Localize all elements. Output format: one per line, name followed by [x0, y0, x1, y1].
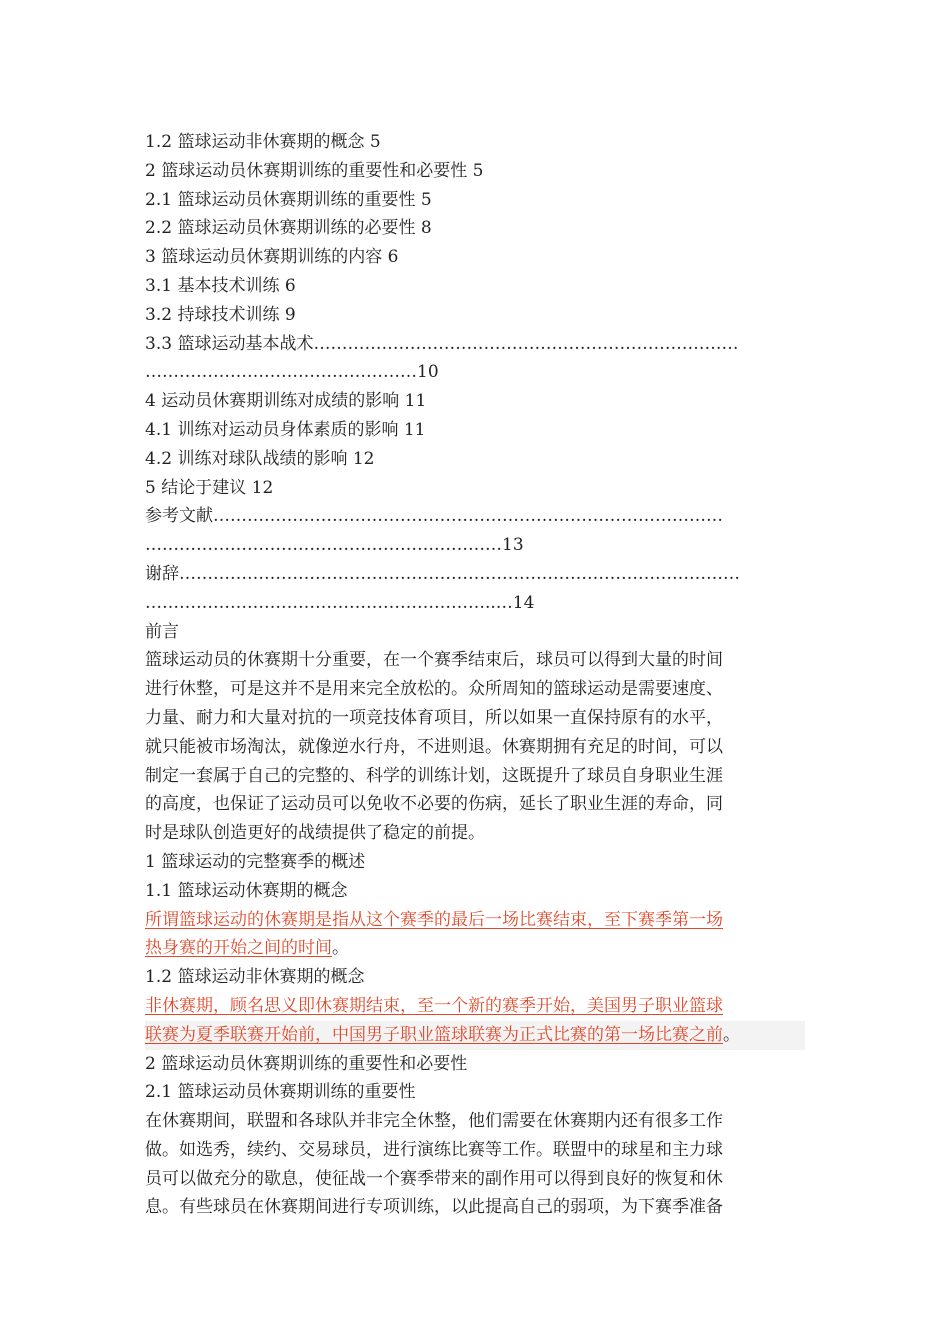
toc-entry: 3.2 持球技术训练 9	[145, 304, 296, 325]
toc-entry: 谢辞………………………………………………………………………………………	[145, 563, 740, 584]
preface-heading: 前言	[145, 621, 179, 642]
toc-entry-continuation: …………………………………………10	[145, 362, 439, 383]
toc-entry: 1.2 篮球运动非休赛期的概念 5	[145, 132, 381, 152]
toc-entry: 3.1 基本技术训练 6	[145, 275, 296, 296]
highlighted-definition-line	[145, 992, 805, 1021]
toc-entry: 4.1 训练对运动员身体素质的影响 11	[145, 419, 426, 440]
highlighted-text: 联赛为夏季联赛开始前，中国男子职业篮球联赛为正式比赛的第一场比赛之前	[145, 1024, 723, 1045]
punctuation: 。	[723, 1024, 740, 1045]
preface-paragraph	[145, 646, 805, 848]
toc-entry-continuation: ……………………………………………………..…14	[145, 592, 535, 613]
paragraph-line: 息。有些球员在休赛期间进行专项训练，以此提高自己的弱项，为下赛季准备	[145, 1197, 723, 1218]
toc-entry: 2 篮球运动员休赛期训练的重要性和必要性 5	[145, 160, 484, 181]
highlighted-definition-line	[145, 934, 805, 963]
document-body	[145, 128, 805, 1222]
highlighted-text: 非休赛期，顾名思义即休赛期结束，至一个新的赛季开始，美国男子职业篮球	[145, 995, 723, 1016]
toc-entry: 4 运动员休赛期训练对成绩的影响 11	[145, 391, 427, 412]
section-2-1-paragraph	[145, 1107, 805, 1222]
toc-entry: 参考文献………………………………………………………………………………	[145, 506, 723, 527]
paragraph-line: 力量、耐力和大量对抗的一项竞技体育项目，所以如果一直保持原有的水平，	[145, 707, 723, 728]
highlighted-definition-line	[145, 1021, 805, 1050]
subsection-heading: 2.1 篮球运动员休赛期训练的重要性	[145, 1082, 416, 1103]
highlighted-text: 热身赛的开始之间的时间	[145, 938, 332, 959]
paragraph-line: 制定一套属于自己的完整的、科学的训练计划，这既提升了球员自身职业生涯	[145, 765, 723, 786]
paragraph-line: 时是球队创造更好的战绩提供了稳定的前提。	[145, 823, 485, 844]
toc-entry: 2.2 篮球运动员休赛期训练的必要性 8	[145, 218, 432, 239]
toc-entry: 4.2 训练对球队战绩的影响 12	[145, 448, 375, 469]
toc-entry: 3 篮球运动员休赛期训练的内容 6	[145, 247, 399, 268]
paragraph-line: 的高度，也保证了运动员可以免收不必要的伤病，延长了职业生涯的寿命，同	[145, 794, 723, 815]
paragraph-line: 员可以做充分的歇息，使征战一个赛季带来的副作用可以得到良好的恢复和休	[145, 1168, 723, 1189]
paragraph-line: 在休赛期间，联盟和各球队并非完全休整，他们需要在休赛期内还有很多工作	[145, 1111, 723, 1132]
subsection-heading: 1.1 篮球运动休赛期的概念	[145, 880, 348, 901]
table-of-contents	[145, 128, 805, 618]
section-heading: 2 篮球运动员休赛期训练的重要性和必要性	[145, 1053, 468, 1074]
paragraph-line: 做。如选秀，续约、交易球员，进行演练比赛等工作。联盟中的球星和主力球	[145, 1139, 723, 1160]
punctuation: 。	[332, 938, 349, 959]
paragraph-line: 就只能被市场淘汰，就像逆水行舟，不进则退。休赛期拥有充足的时间，可以	[145, 736, 723, 757]
highlighted-text: 所谓篮球运动的休赛期是指从这个赛季的最后一场比赛结束，至下赛季第一场	[145, 909, 723, 930]
toc-entry: 5 结论于建议 12	[145, 477, 274, 498]
subsection-heading: 1.2 篮球运动非休赛期的概念	[145, 967, 365, 988]
toc-entry: 3.3 篮球运动基本战术…………………………………………………………………	[145, 333, 739, 354]
highlighted-definition-line	[145, 906, 805, 935]
toc-entry: 2.1 篮球运动员休赛期训练的重要性 5	[145, 189, 432, 210]
toc-entry-continuation: ………………………………………………………13	[145, 535, 524, 556]
section-heading: 1 篮球运动的完整赛季的概述	[145, 851, 366, 872]
paragraph-line: 进行休整，可是这并不是用来完全放松的。众所周知的篮球运动是需要速度、	[145, 679, 723, 700]
paragraph-line: 篮球运动员的休赛期十分重要，在一个赛季结束后，球员可以得到大量的时间	[145, 650, 723, 671]
